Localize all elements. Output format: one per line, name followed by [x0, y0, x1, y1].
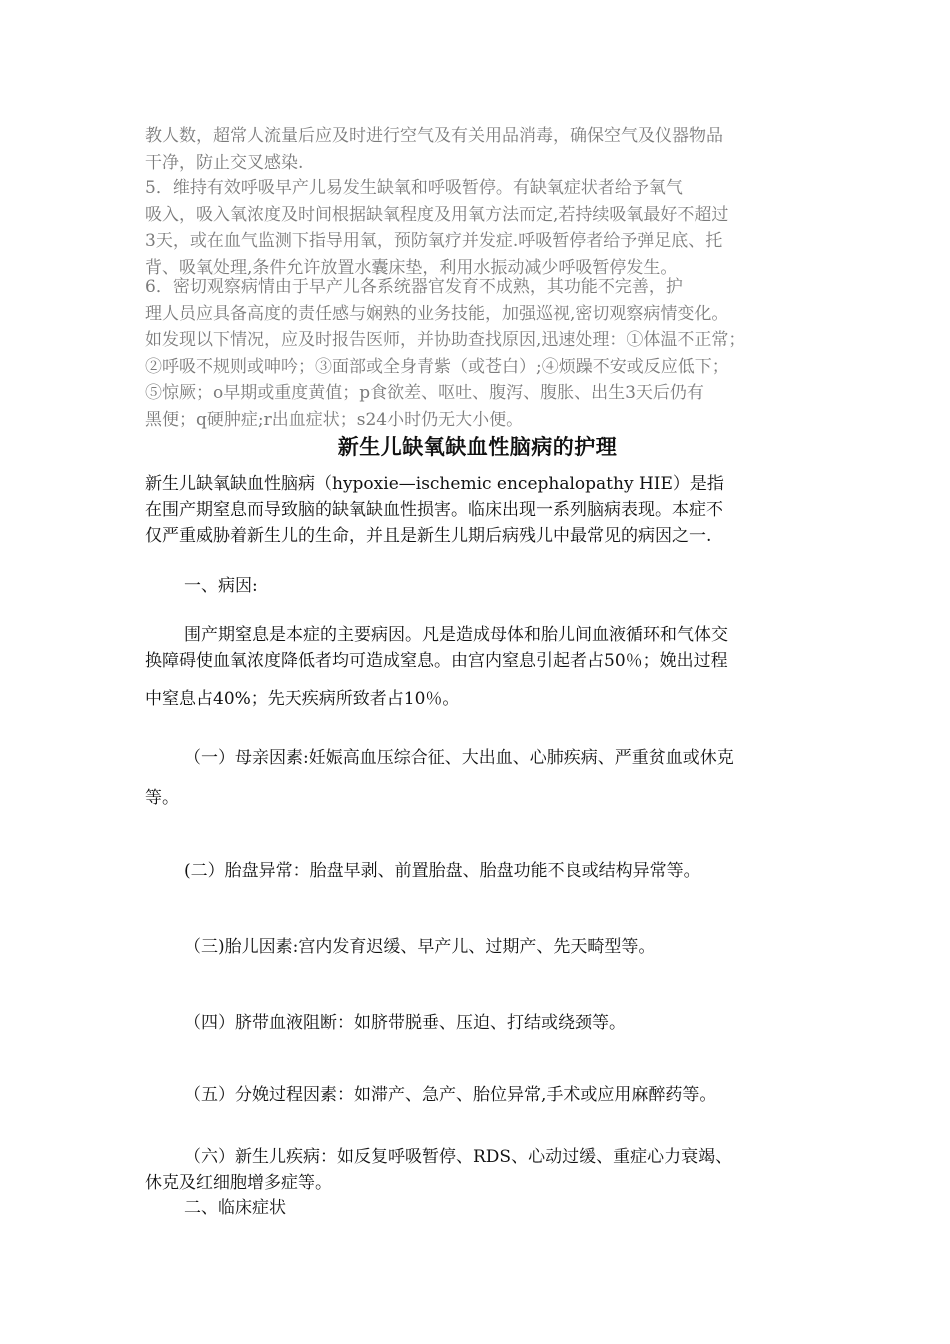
- paragraph-item-5: 5．维持有效呼吸早产儿易发生缺氧和呼吸暂停。有缺氧症状者给予氧气 吸入，吸入氧浓度及时间根据缺氧程度及用氧方法而定,若持续吸氧最好不超过 3天，或在血气监测下指导用氧，预防氧疗并发症.呼吸暂停者给予弹足底、托 背、吸氧处理,条件允许放置水囊床垫，利用水振动减少呼吸暂停发生。: [145, 178, 729, 278]
- list-item-mother-continued: 等。: [145, 788, 179, 808]
- list-item-newborn-disease: （六）新生儿疾病：如反复呼吸暂停、RDS、心动过缓、重症心力衰竭、 休克及红细胞增多症等。: [145, 1147, 733, 1193]
- paragraph-item-6: 6．密切观察病情由于早产儿各系统器官发育不成熟，其功能不完善，护 理人员应具备高度的责任感与娴熟的业务技能，加强巡视,密切观察病情变化。 如发现以下情况，应及时报告医师，并协助查找原因,迅速处理：①体温不正常； ②呼吸不规则或呻吟；③面部或全身青紫（或苍白）;④烦躁不安或反应低下； ⑤惊厥；o早期或重度黄值；p食欲差、呕吐、腹泻、腹胀、出生3天后仍有 黑便；q硬肿症;r出血症状；s24小时仍无大小便。: [145, 277, 746, 430]
- list-item-mother: （一）母亲因素:妊娠高血压综合征、大出血、心肺疾病、严重贫血或休克: [184, 748, 734, 768]
- list-item-umbilical: （四）脐带血液阻断：如脐带脱垂、压迫、打结或绕颈等。: [184, 1013, 626, 1033]
- list-item-delivery: （五）分娩过程因素：如滞产、急产、胎位异常,手术或应用麻醉药等。: [184, 1085, 717, 1105]
- heading-cause: 一、病因:: [184, 576, 258, 596]
- heading-symptoms: 二、临床症状: [184, 1198, 286, 1218]
- list-item-fetus: （三)胎儿因素:宫内发育迟缓、早产儿、过期产、先天畸型等。: [184, 937, 656, 957]
- paragraph-cause-2: 中窒息占40%；先天疾病所致者占10％。: [145, 689, 460, 709]
- paragraph-definition: 新生儿缺氧缺血性脑病（hypoxie—ischemic encephalopathy HIE）是指 在围产期窒息而导致脑的缺氧缺血性损害。临床出现一系列脑病表现。本症不 仅严重威胁着新生儿的生命，并且是新生儿期后病残儿中最常见的病因之一.: [145, 474, 724, 546]
- paragraph-cause-1: 围产期窒息是本症的主要病因。凡是造成母体和胎儿间血液循环和气体交 换障碍使血氧浓度降低者均可造成窒息。由宫内窒息引起者占50％；娩出过程: [145, 625, 728, 671]
- section-title: 新生儿缺氧缺血性脑病的护理: [337, 434, 618, 459]
- paragraph-intro-continued: 教人数，超常人流量后应及时进行空气及有关用品消毒，确保空气及仪器物品 干净，防止交叉感染.: [145, 126, 723, 173]
- list-item-placenta: (二）胎盘异常：胎盘早剥、前置胎盘、胎盘功能不良或结构异常等。: [184, 861, 701, 881]
